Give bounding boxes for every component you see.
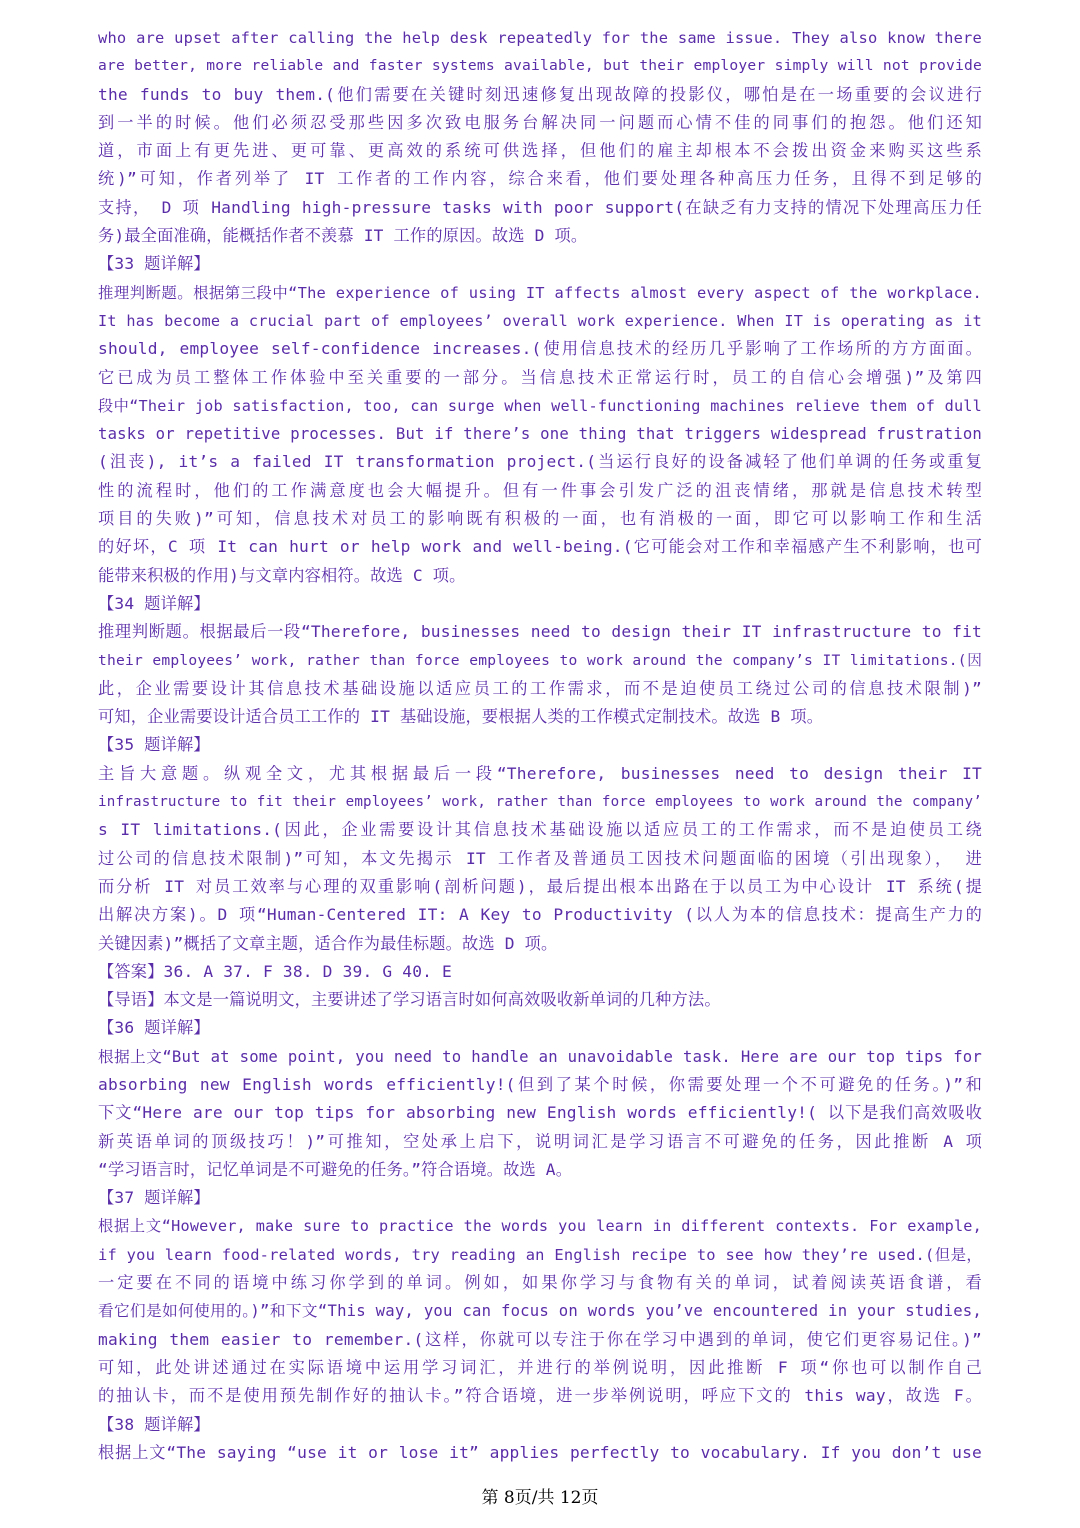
text-line: 根据上文“However, make sure to practice the words you learn in different contexts. For example, xyxy=(98,1217,982,1236)
text-line: 可知，此处讲述通过在实际语境中运用学习词汇，并进行的举例说明，因此推断 F 项“你也可以制作自己 xyxy=(98,1357,982,1377)
text-line: 推理判断题。根据最后一段“Therefore, businesses need to design their IT infrastructure to fit xyxy=(98,622,982,642)
text-line: 到一半的时候。他们必须忍受那些因多次致电服务台解决同一问题而心情不佳的同事们的抱怨。他们还知 xyxy=(98,112,982,132)
text-line: the funds to buy them.(他们需要在关键时刻迅速修复出现故障的投影仪，哪怕是在一场重要的会议进行 xyxy=(98,84,982,104)
text-line: 一定要在不同的语境中练习你学到的单词。例如，如果你学习与食物有关的单词，试着阅读英语食谱，看 xyxy=(98,1273,982,1293)
section-heading: 【36 题详解】 xyxy=(98,1018,210,1038)
text-line: 支持， D 项 Handling high-pressure tasks with poor support(在缺乏有力支持的情况下处理高压力任 xyxy=(98,197,982,217)
text-line: 出解决方案)。D 项“Human-Centered IT: A Key to Productivity (以人为本的信息技术：提高生产力的 xyxy=(98,905,982,925)
section-heading: 【38 题详解】 xyxy=(98,1414,210,1434)
text-line: 能带来积极的作用)与文章内容相符。故选 C 项。 xyxy=(98,565,466,585)
section-heading: 【35 题详解】 xyxy=(98,735,210,755)
text-line: 它已成为员工整体工作体验中至关重要的一部分。当信息技术正常运行时，员工的自信心会增强)”及第四 xyxy=(98,367,982,387)
text-line: 而分析 IT 对员工效率与心理的双重影响(剖析问题)，最后提出根本出路在于以员工为中心设计 IT 系统(提 xyxy=(98,876,982,896)
text-line: 的抽认卡，而不是使用预先制作好的抽认卡。”符合语境，进一步举例说明，呼应下文的 this way，故选 F。 xyxy=(98,1386,982,1406)
text-line: making them easier to remember.(这样，你就可以专注于你在学习中遇到的单词，使它们更容易记住。)” xyxy=(98,1329,982,1349)
text-line: their employees’ work, rather than force employees to work around the company’s IT limitations.(因 xyxy=(98,651,982,669)
text-line: tasks or repetitive processes. But if there’s one thing that triggers widespread frustration xyxy=(98,425,982,444)
text-line: s IT limitations.(因此，企业需要设计其信息技术基础设施以适应员工的工作需求，而不是迫使员工绕 xyxy=(98,820,982,840)
text-line: 道，市面上有更先进、更可靠、更高效的系统可供选择，但他们的雇主却根本不会拨出资金来购买这些系 xyxy=(98,141,982,161)
document-body xyxy=(98,24,982,1467)
text-line: 新英语单词的顶级技巧！)”可推知，空处承上启下，说明词汇是学习语言不可避免的任务，因此推断 A 项 xyxy=(98,1131,982,1151)
text-line: 可知，企业需要设计适合员工工作的 IT 基础设施，要根据人类的工作模式定制技术。故选 B 项。 xyxy=(98,707,824,727)
text-line: are better, more reliable and faster systems available, but their employer simply will not provide xyxy=(98,57,982,75)
text-line: infrastructure to fit their employees’ work, rather than force employees to work around the company’ xyxy=(98,794,982,811)
page-footer: 第 8页/共 12页 xyxy=(481,1488,599,1508)
text-line: 段中“Their job satisfaction, too, can surge when well-functioning machines relieve them of dull xyxy=(98,396,982,415)
text-line: 过公司的信息技术限制)”可知，本文先揭示 IT 工作者及普通员工因技术问题面临的困境（引出现象）， 进 xyxy=(98,848,982,868)
text-line: “学习语言时，记忆单词是不可避免的任务。”符合语境。故选 A。 xyxy=(98,1159,573,1179)
text-line: if you learn food-related words, try reading an English recipe to see how they’re used.(但是， xyxy=(98,1245,982,1264)
section-heading: 【37 题详解】 xyxy=(98,1188,210,1208)
text-line: 的好坏，C 项 It can hurt or help work and well-being.(它可能会对工作和幸福感产生不利影响，也可 xyxy=(98,537,982,557)
text-line: 务)最全面准确，能概括作者不羡慕 IT 工作的原因。故选 D 项。 xyxy=(98,226,588,246)
text-line: 统)”可知，作者列举了 IT 工作者的工作内容，综合来看，他们要处理各种高压力任务，且得不到足够的 xyxy=(98,169,982,189)
text-line: It has become a crucial part of employees’ overall work experience. When IT is operating as it xyxy=(98,311,982,330)
text-line: 此，企业需要设计其信息技术基础设施以适应员工的工作需求，而不是迫使员工绕过公司的信息技术限制)” xyxy=(98,678,982,698)
text-line: should, employee self-confidence increases.(使用信息技术的经历几乎影响了工作场所的方方面面。 xyxy=(98,339,982,359)
section-heading: 【答案】36. A 37. F 38. D 39. G 40. E xyxy=(98,961,452,981)
text-line: 项目的失败)”可知，信息技术对员工的影响既有积极的一面，也有消极的一面，即它可以影响工作和生活 xyxy=(98,509,982,529)
section-heading: 【34 题详解】 xyxy=(98,593,210,613)
text-line: 推理判断题。根据第三段中“The experience of using IT affects almost every aspect of the workplace. xyxy=(98,283,982,302)
text-line: 根据上文“The saying “use it or lose it” applies perfectly to vocabulary. If you don’t use xyxy=(98,1442,982,1462)
section-heading: 【导语】本文是一篇说明文，主要讲述了学习语言时如何高效吸收新单词的几种方法。 xyxy=(98,990,721,1010)
text-line: 根据上文“But at some point, you need to handle an unavoidable task. Here are our top tips for xyxy=(98,1047,982,1066)
text-line: (沮丧), it’s a failed IT transformation project.(当运行良好的设备减轻了他们单调的任务或重复 xyxy=(98,452,982,472)
text-line: 主旨大意题。纵观全文，尤其根据最后一段“Therefore, businesses need to design their IT xyxy=(98,763,982,783)
text-line: who are upset after calling the help desk repeatedly for the same issue. They also know there xyxy=(98,29,982,47)
text-line: 看它们是如何使用的。)”和下文“This way, you can focus on words you’ve encountered in your studies, xyxy=(98,1302,982,1321)
text-line: 关键因素)”概括了文章主题，适合作为最佳标题。故选 D 项。 xyxy=(98,933,558,953)
section-heading: 【33 题详解】 xyxy=(98,254,210,274)
text-line: 性的流程时，他们的工作满意度也会大幅提升。但有一件事会引发广泛的沮丧情绪，那就是信息技术转型 xyxy=(98,480,982,500)
text-line: absorbing new English words efficiently!(但到了某个时候，你需要处理一个不可避免的任务。)”和 xyxy=(98,1074,982,1094)
text-line: 下文“Here are our top tips for absorbing new English words efficiently!( 以下是我们高效吸收 xyxy=(98,1103,982,1123)
